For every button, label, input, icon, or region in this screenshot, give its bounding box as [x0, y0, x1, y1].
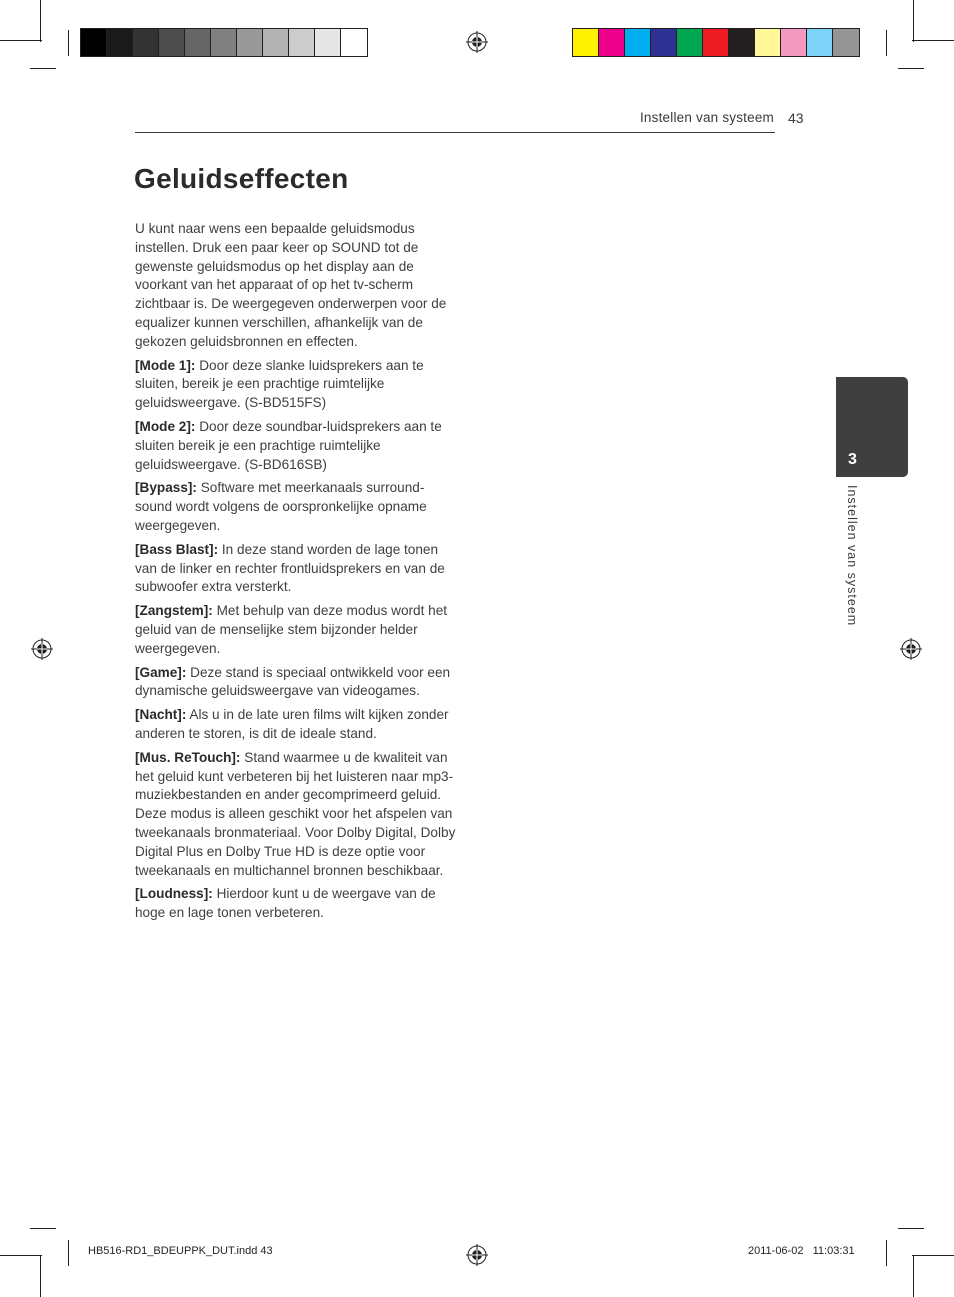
- color-swatch: [807, 29, 833, 56]
- crop-mark: [0, 40, 42, 41]
- crop-mark: [912, 40, 954, 41]
- color-swatch: [237, 29, 263, 56]
- crop-mark: [898, 1228, 924, 1229]
- color-swatch: [289, 29, 315, 56]
- chapter-number: 3: [848, 451, 857, 468]
- color-swatch: [573, 29, 599, 56]
- mode-description: Door deze slanke luidsprekers aan te sluiten, bereik je een prachtige ruimtelijke geluidsweergave. (S-BD515FS): [135, 357, 424, 411]
- running-header-title: Instellen van systeem: [639, 110, 774, 125]
- color-swatch: [651, 29, 677, 56]
- crop-mark: [913, 0, 914, 42]
- color-swatch: [781, 29, 807, 56]
- mode-paragraph: [135, 357, 457, 413]
- registration-mark-icon: [466, 31, 488, 53]
- chapter-side-label: Instellen van systeem: [845, 485, 859, 627]
- mode-label: [Zangstem]:: [135, 603, 213, 619]
- crop-mark: [913, 1255, 914, 1297]
- mode-paragraph: [135, 885, 457, 923]
- color-swatch: [729, 29, 755, 56]
- color-swatch: [833, 29, 859, 56]
- color-swatch: [315, 29, 341, 56]
- mode-paragraph: [135, 749, 457, 881]
- mode-label: [Mus. ReTouch]:: [135, 749, 241, 765]
- crop-mark: [886, 30, 887, 56]
- footer-file-name: HB516-RD1_BDEUPPK_DUT.indd 43: [88, 1245, 273, 1257]
- crop-mark: [40, 0, 41, 42]
- color-swatch: [263, 29, 289, 56]
- color-swatch: [159, 29, 185, 56]
- crop-mark: [40, 1255, 41, 1297]
- page-title: Geluidseffecten: [134, 163, 349, 194]
- crop-mark: [886, 1240, 887, 1266]
- grayscale-color-bar: [80, 28, 368, 57]
- mode-description: Deze stand is speciaal ontwikkeld voor een dynamische geluidsweergave van videogames.: [135, 664, 451, 699]
- mode-label: [Mode 1]:: [135, 357, 196, 373]
- registration-mark-icon: [31, 638, 53, 660]
- color-swatch: [185, 29, 211, 56]
- crop-mark: [912, 1255, 954, 1256]
- crop-mark: [30, 1228, 56, 1229]
- body-text: [135, 220, 457, 928]
- color-swatch: [81, 29, 107, 56]
- crop-mark: [68, 1240, 69, 1266]
- mode-description: Door deze soundbar-luidsprekers aan te sluiten bereik je een prachtige ruimtelijke geluidsweergave. (S-BD616SB): [135, 418, 442, 472]
- registration-mark-icon: [466, 1244, 488, 1266]
- color-swatch: [599, 29, 625, 56]
- mode-paragraph: [135, 602, 457, 658]
- footer-date: 2011-06-02 11:03:31: [748, 1245, 855, 1257]
- mode-paragraph: [135, 541, 457, 597]
- mode-label: [Mode 2]:: [135, 418, 196, 434]
- color-swatch: [755, 29, 781, 56]
- mode-label: [Bypass]:: [135, 480, 197, 496]
- crop-mark: [30, 68, 56, 69]
- mode-label: [Loudness]:: [135, 886, 213, 902]
- crop-mark: [0, 1255, 42, 1256]
- intro-paragraph: U kunt naar wens een bepaalde geluidsmodus instellen. Druk een paar keer op SOUND tot de gewenste geluidsmodus op het display aan de voorkant van het apparaat of op het tv-scherm zichtbaar is. De weergegeven onderwerpen voor de equalizer kunnen verschillen, afhankelijk van de gekozen geluidsbronnen en effecten.: [135, 221, 447, 349]
- color-swatch: [625, 29, 651, 56]
- color-swatch: [341, 29, 367, 56]
- mode-label: [Nacht]:: [135, 707, 187, 723]
- header-rule: [135, 132, 775, 133]
- crop-mark: [898, 68, 924, 69]
- mode-description: Hierdoor kunt u de weergave van de hoge en lage tonen verbeteren.: [135, 886, 436, 921]
- color-swatch: [107, 29, 133, 56]
- mode-paragraph: [135, 664, 457, 702]
- color-swatch: [677, 29, 703, 56]
- process-color-bar: [572, 28, 860, 57]
- color-swatch: [133, 29, 159, 56]
- mode-paragraph: [135, 479, 457, 535]
- color-swatch: [211, 29, 237, 56]
- color-swatch: [703, 29, 729, 56]
- mode-paragraph: [135, 706, 457, 744]
- mode-description: Stand waarmee u de kwaliteit van het geluid kunt verbeteren bij het luisteren naar mp3-muziekbestanden en ander gecomprimeerd geluid. Deze modus is alleen geschikt voor het afspelen van tweekanaals bronmateriaal. Voor Dolby Digital, Dolby Digital Plus en Dolby True HD is deze optie voor tweekanaals en multichannel bronnen beschikbaar.: [135, 749, 456, 878]
- mode-label: [Bass Blast]:: [135, 541, 219, 557]
- mode-description: In deze stand worden de lage tonen van de linker en rechter frontluidsprekers en van de subwoofer extra versterkt.: [135, 541, 445, 595]
- mode-label: [Game]:: [135, 664, 187, 680]
- mode-description: Met behulp van deze modus wordt het geluid van de menselijke stem bijzonder helder weergegeven.: [135, 603, 448, 656]
- mode-paragraph: [135, 418, 457, 474]
- chapter-tab: [836, 377, 908, 477]
- mode-description: Software met meerkanaals surround-sound wordt volgens de oorspronkelijke opname weergegeven.: [135, 480, 427, 533]
- page-number: 43: [788, 110, 804, 126]
- registration-mark-icon: [900, 638, 922, 660]
- crop-mark: [68, 30, 69, 56]
- mode-description: Als u in de late uren films wilt kijken zonder anderen te storen, is dit de ideale stand.: [135, 707, 449, 741]
